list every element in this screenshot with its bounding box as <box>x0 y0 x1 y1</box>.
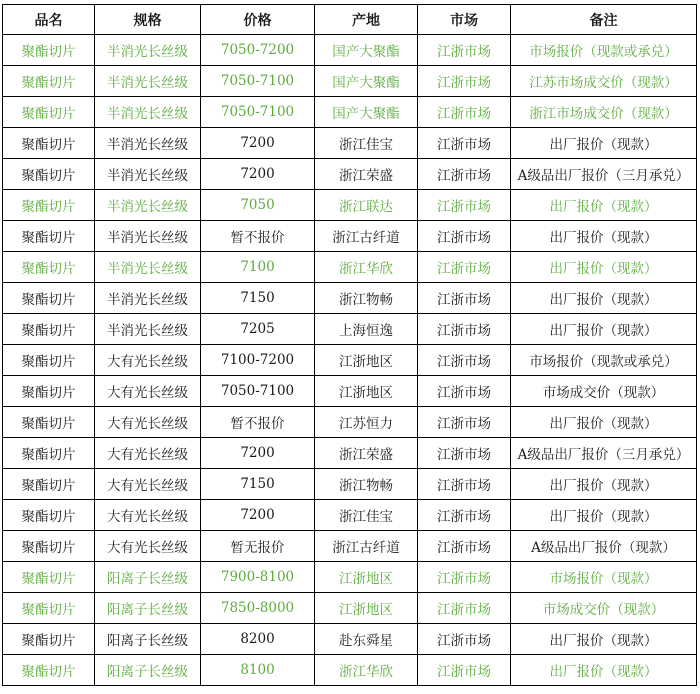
cell-spec: 半消光长丝级 <box>95 97 201 128</box>
cell-remark: 市场报价（现款） <box>511 562 697 593</box>
cell-market: 江浙市场 <box>418 531 511 562</box>
cell-spec: 半消光长丝级 <box>95 190 201 221</box>
cell-product-name: 聚酯切片 <box>3 345 95 376</box>
cell-price: 7050-7100 <box>201 66 315 97</box>
header-market: 市场 <box>418 5 511 35</box>
cell-product-name: 聚酯切片 <box>3 531 95 562</box>
cell-product-name: 聚酯切片 <box>3 407 95 438</box>
cell-spec: 半消光长丝级 <box>95 252 201 283</box>
cell-remark: 浙江市场成交价（现款） <box>511 97 697 128</box>
cell-market: 江浙市场 <box>418 562 511 593</box>
table-row <box>3 252 697 283</box>
cell-remark: A级品出厂报价（三月承兑） <box>511 438 697 469</box>
header-remark: 备注 <box>511 5 697 35</box>
cell-origin: 浙江物畅 <box>315 469 418 500</box>
cell-spec: 大有光长丝级 <box>95 407 201 438</box>
table-row <box>3 159 697 190</box>
cell-price: 8100 <box>201 655 315 686</box>
cell-price: 8200 <box>201 624 315 655</box>
cell-product-name: 聚酯切片 <box>3 624 95 655</box>
cell-product-name: 聚酯切片 <box>3 376 95 407</box>
cell-spec: 阳离子长丝级 <box>95 624 201 655</box>
cell-spec: 阳离子长丝级 <box>95 562 201 593</box>
cell-spec: 半消光长丝级 <box>95 314 201 345</box>
cell-product-name: 聚酯切片 <box>3 562 95 593</box>
table-row <box>3 35 697 66</box>
cell-product-name: 聚酯切片 <box>3 159 95 190</box>
cell-market: 江浙市场 <box>418 469 511 500</box>
cell-origin: 江苏恒力 <box>315 407 418 438</box>
cell-market: 江浙市场 <box>418 314 511 345</box>
cell-product-name: 聚酯切片 <box>3 97 95 128</box>
table-row <box>3 562 697 593</box>
cell-remark: A级品出厂报价（三月承兑） <box>511 159 697 190</box>
cell-spec: 大有光长丝级 <box>95 376 201 407</box>
cell-remark: 市场报价（现款或承兑） <box>511 345 697 376</box>
cell-remark: 市场成交价（现款） <box>511 593 697 624</box>
table-row <box>3 376 697 407</box>
cell-origin: 江浙地区 <box>315 593 418 624</box>
cell-market: 江浙市场 <box>418 624 511 655</box>
cell-product-name: 聚酯切片 <box>3 438 95 469</box>
cell-spec: 大有光长丝级 <box>95 438 201 469</box>
cell-price: 7900-8100 <box>201 562 315 593</box>
cell-origin: 江浙地区 <box>315 376 418 407</box>
table-row <box>3 500 697 531</box>
cell-market: 江浙市场 <box>418 97 511 128</box>
table-row <box>3 314 697 345</box>
cell-spec: 半消光长丝级 <box>95 35 201 66</box>
cell-price: 7150 <box>201 283 315 314</box>
cell-product-name: 聚酯切片 <box>3 221 95 252</box>
cell-price: 7100-7200 <box>201 345 315 376</box>
table-row <box>3 407 697 438</box>
cell-market: 江浙市场 <box>418 35 511 66</box>
cell-remark: A级品出厂报价（现款） <box>511 531 697 562</box>
cell-market: 江浙市场 <box>418 655 511 686</box>
cell-origin: 上海恒逸 <box>315 314 418 345</box>
cell-origin: 国产大聚酯 <box>315 35 418 66</box>
cell-spec: 半消光长丝级 <box>95 128 201 159</box>
cell-market: 江浙市场 <box>418 283 511 314</box>
cell-market: 江浙市场 <box>418 252 511 283</box>
cell-origin: 江浙地区 <box>315 345 418 376</box>
table-row <box>3 221 697 252</box>
cell-remark: 出厂报价（现款） <box>511 655 697 686</box>
cell-remark: 出厂报价（现款） <box>511 128 697 159</box>
cell-origin: 浙江华欣 <box>315 655 418 686</box>
cell-spec: 半消光长丝级 <box>95 283 201 314</box>
cell-market: 江浙市场 <box>418 190 511 221</box>
cell-price: 7200 <box>201 438 315 469</box>
cell-remark: 出厂报价（现款） <box>511 500 697 531</box>
cell-origin: 浙江古纤道 <box>315 531 418 562</box>
cell-product-name: 聚酯切片 <box>3 314 95 345</box>
table-row <box>3 655 697 686</box>
cell-remark: 出厂报价（现款） <box>511 252 697 283</box>
cell-market: 江浙市场 <box>418 66 511 97</box>
cell-price: 7200 <box>201 500 315 531</box>
cell-remark: 出厂报价（现款） <box>511 221 697 252</box>
cell-price: 7200 <box>201 159 315 190</box>
cell-origin: 浙江华欣 <box>315 252 418 283</box>
cell-spec: 半消光长丝级 <box>95 221 201 252</box>
cell-remark: 出厂报价（现款） <box>511 190 697 221</box>
cell-remark: 出厂报价（现款） <box>511 314 697 345</box>
cell-product-name: 聚酯切片 <box>3 128 95 159</box>
cell-price: 7050-7100 <box>201 376 315 407</box>
cell-spec: 半消光长丝级 <box>95 159 201 190</box>
cell-market: 江浙市场 <box>418 376 511 407</box>
cell-origin: 浙江荣盛 <box>315 159 418 190</box>
table-row <box>3 593 697 624</box>
cell-product-name: 聚酯切片 <box>3 469 95 500</box>
cell-market: 江浙市场 <box>418 407 511 438</box>
cell-product-name: 聚酯切片 <box>3 190 95 221</box>
cell-product-name: 聚酯切片 <box>3 66 95 97</box>
cell-origin: 浙江荣盛 <box>315 438 418 469</box>
cell-remark: 出厂报价（现款） <box>511 407 697 438</box>
cell-price: 7150 <box>201 469 315 500</box>
cell-spec: 大有光长丝级 <box>95 500 201 531</box>
cell-price: 7050 <box>201 190 315 221</box>
table-row <box>3 438 697 469</box>
cell-spec: 阳离子长丝级 <box>95 655 201 686</box>
cell-origin: 浙江联达 <box>315 190 418 221</box>
table-row <box>3 66 697 97</box>
cell-price: 7850-8000 <box>201 593 315 624</box>
cell-spec: 大有光长丝级 <box>95 469 201 500</box>
cell-origin: 浙江古纤道 <box>315 221 418 252</box>
cell-price: 7100 <box>201 252 315 283</box>
header-product-name: 品名 <box>3 5 95 35</box>
cell-market: 江浙市场 <box>418 500 511 531</box>
table-row <box>3 469 697 500</box>
table-row <box>3 190 697 221</box>
cell-market: 江浙市场 <box>418 345 511 376</box>
table-row <box>3 531 697 562</box>
cell-market: 江浙市场 <box>418 593 511 624</box>
cell-origin: 国产大聚酯 <box>315 66 418 97</box>
cell-price: 7050-7200 <box>201 35 315 66</box>
header-price: 价格 <box>201 5 315 35</box>
table-row <box>3 128 697 159</box>
cell-origin: 浙江物畅 <box>315 283 418 314</box>
cell-product-name: 聚酯切片 <box>3 35 95 66</box>
cell-origin: 浙江佳宝 <box>315 128 418 159</box>
table-header-row <box>3 5 697 35</box>
cell-market: 江浙市场 <box>418 438 511 469</box>
table-row <box>3 283 697 314</box>
cell-origin: 江浙地区 <box>315 562 418 593</box>
table-row <box>3 624 697 655</box>
table-body <box>3 35 697 686</box>
cell-origin: 浙江佳宝 <box>315 500 418 531</box>
cell-price: 7200 <box>201 128 315 159</box>
cell-price: 暂无报价 <box>201 531 315 562</box>
header-origin: 产地 <box>315 5 418 35</box>
table-row <box>3 345 697 376</box>
cell-product-name: 聚酯切片 <box>3 655 95 686</box>
cell-product-name: 聚酯切片 <box>3 283 95 314</box>
cell-price: 暂不报价 <box>201 221 315 252</box>
cell-product-name: 聚酯切片 <box>3 252 95 283</box>
cell-origin: 赴东舜星 <box>315 624 418 655</box>
price-table <box>2 4 697 686</box>
cell-market: 江浙市场 <box>418 128 511 159</box>
cell-price: 7050-7100 <box>201 97 315 128</box>
cell-market: 江浙市场 <box>418 221 511 252</box>
header-spec: 规格 <box>95 5 201 35</box>
cell-product-name: 聚酯切片 <box>3 500 95 531</box>
cell-remark: 市场报价（现款或承兑） <box>511 35 697 66</box>
cell-remark: 市场成交价（现款） <box>511 376 697 407</box>
cell-market: 江浙市场 <box>418 159 511 190</box>
cell-spec: 大有光长丝级 <box>95 345 201 376</box>
cell-spec: 半消光长丝级 <box>95 66 201 97</box>
cell-remark: 出厂报价（现款） <box>511 283 697 314</box>
table-row <box>3 97 697 128</box>
cell-remark: 江苏市场成交价（现款） <box>511 66 697 97</box>
cell-remark: 出厂报价（现款） <box>511 624 697 655</box>
cell-price: 7205 <box>201 314 315 345</box>
cell-spec: 阳离子长丝级 <box>95 593 201 624</box>
cell-remark: 出厂报价（现款） <box>511 469 697 500</box>
cell-product-name: 聚酯切片 <box>3 593 95 624</box>
cell-origin: 国产大聚酯 <box>315 97 418 128</box>
cell-price: 暂不报价 <box>201 407 315 438</box>
cell-spec: 大有光长丝级 <box>95 531 201 562</box>
